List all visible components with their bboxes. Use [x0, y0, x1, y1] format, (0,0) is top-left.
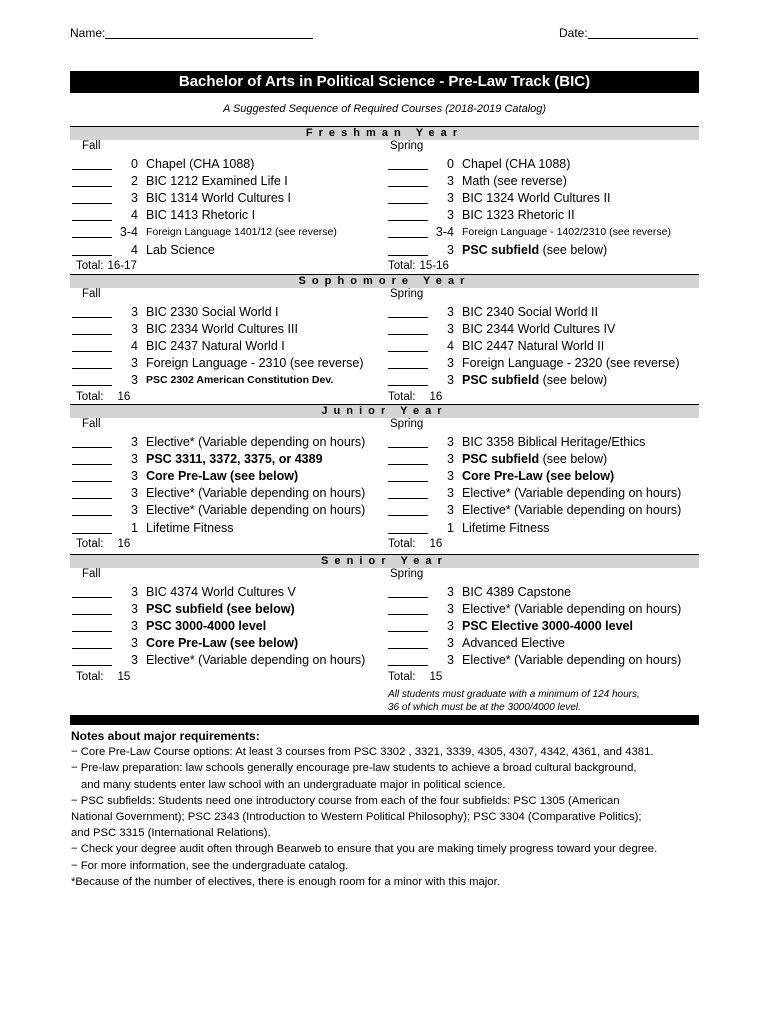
fall-course-row — [72, 173, 382, 190]
completion-blank[interactable] — [388, 355, 428, 369]
year-header-2: Junior Year — [70, 404, 699, 418]
completion-blank[interactable] — [72, 156, 112, 170]
note-core-prelaw: − Core Pre-Law Course options: At least 3 courses from PSC 3302 , 3321, 3339, 4305, 4307, 4342, 4361, and 4381. — [71, 746, 654, 759]
completion-blank[interactable] — [388, 451, 428, 465]
course-name — [462, 502, 681, 519]
completion-blank[interactable] — [72, 502, 112, 516]
completion-blank[interactable] — [388, 635, 428, 649]
completion-blank[interactable] — [72, 601, 112, 615]
spring-course-row — [388, 190, 698, 207]
course-name — [146, 485, 365, 502]
completion-blank[interactable] — [388, 468, 428, 482]
spring-label: Spring — [390, 418, 424, 430]
course-name-bold: PSC subfield — [462, 452, 540, 467]
credit-hours: 3 — [447, 242, 454, 257]
note-prelaw-prep-cont: and many students enter law school with an undergraduate major in political science. — [81, 778, 506, 791]
total-hours: 15-16 — [419, 260, 449, 273]
course-name-text: Math (see reverse) — [462, 174, 567, 189]
course-name — [462, 224, 671, 241]
course-name — [146, 321, 298, 338]
total-label: Total: — [76, 260, 104, 273]
spring-course-row — [388, 468, 698, 485]
completion-blank[interactable] — [72, 173, 112, 187]
course-name — [462, 207, 575, 224]
date-field[interactable] — [559, 26, 698, 40]
credit-hours: 3 — [131, 636, 138, 651]
course-name — [146, 618, 266, 635]
course-name-text: BIC 1324 World Cultures II — [462, 191, 611, 206]
note-subfields: − PSC subfields: Students need one introductory course from each of the four subfields: PSC 1305 (American — [71, 794, 620, 807]
completion-blank[interactable] — [72, 468, 112, 482]
course-name — [462, 190, 610, 207]
course-name-text: BIC 2334 World Cultures III — [146, 322, 298, 337]
credit-hours: 2 — [131, 174, 138, 189]
course-name-text: BIC 1323 Rhetoric II — [462, 208, 575, 223]
course-name-text: BIC 2437 Natural World I — [146, 339, 285, 354]
completion-blank[interactable] — [388, 434, 428, 448]
credit-hours: 3 — [131, 356, 138, 371]
course-name-text: Elective* (Variable depending on hours) — [462, 503, 682, 518]
credit-hours: 3 — [447, 469, 454, 484]
completion-blank[interactable] — [388, 485, 428, 499]
completion-blank[interactable] — [72, 224, 112, 238]
completion-blank[interactable] — [72, 207, 112, 221]
completion-blank[interactable] — [388, 242, 428, 256]
course-name — [146, 156, 254, 173]
total-hours: 16 — [117, 538, 131, 551]
course-name-text: BIC 1413 Rhetoric I — [146, 208, 256, 223]
course-name — [462, 372, 607, 389]
total-label: Total: — [76, 391, 104, 403]
credit-hours: 3-4 — [119, 225, 138, 240]
course-name — [462, 618, 633, 635]
credit-hours: 4 — [131, 242, 138, 257]
course-name-bold: Core Pre-Law (see below) — [146, 469, 299, 484]
course-name-text: BIC 2344 World Cultures IV — [462, 322, 616, 337]
credit-hours: 3 — [447, 305, 454, 319]
course-name-text: Foreign Language 1401/12 (see reverse) — [146, 226, 337, 239]
course-name-text: Elective* (Variable depending on hours) — [462, 486, 682, 501]
spring-course-row — [388, 173, 698, 190]
credit-hours: 3 — [447, 191, 454, 206]
spring-total — [388, 670, 442, 684]
completion-blank[interactable] — [388, 190, 428, 204]
course-name — [462, 304, 598, 321]
credit-hours: 3 — [447, 356, 454, 371]
completion-blank[interactable] — [72, 355, 112, 369]
spring-course-row — [388, 338, 698, 355]
spring-course-row — [388, 520, 698, 537]
completion-blank[interactable] — [388, 502, 428, 516]
completion-blank[interactable] — [72, 618, 112, 632]
date-label: Date: — [559, 26, 588, 40]
fall-course-row — [72, 652, 382, 669]
course-name-text: (see below) — [539, 242, 608, 257]
total-label: Total: — [388, 538, 416, 551]
course-name-bold: PSC Elective 3000-4000 level — [462, 619, 633, 634]
course-name — [146, 468, 298, 485]
course-name-text: (see below) — [539, 373, 608, 388]
course-name-bold: PSC 3311, 3372, 3375, or 4389 — [146, 452, 323, 467]
credit-hours: 3 — [131, 452, 138, 467]
fall-course-row — [72, 321, 382, 338]
spring-course-row — [388, 652, 698, 669]
course-name — [462, 451, 607, 468]
course-name — [146, 502, 365, 519]
completion-blank[interactable] — [72, 635, 112, 649]
credit-hours: 3 — [447, 585, 454, 599]
credit-hours: 3 — [131, 602, 138, 617]
fall-label: Fall — [82, 418, 101, 430]
credit-hours: 3 — [131, 469, 138, 484]
note-subfields-cont1: National Government); PSC 2343 (Introduction to Western Political Philosophy); PSC 3304 (Comparative Politics); — [71, 811, 642, 824]
spring-course-row — [388, 224, 698, 241]
note-more-info: − For more information, see the undergraduate catalog. — [71, 859, 349, 872]
course-name — [146, 224, 337, 241]
spring-course-row — [388, 207, 698, 224]
credit-hours: 3 — [131, 585, 138, 599]
completion-blank[interactable] — [388, 173, 428, 187]
spring-label: Spring — [390, 140, 424, 152]
course-name-text: BIC 2447 Natural World II — [462, 339, 605, 354]
course-name-text: Lifetime Fitness — [462, 520, 550, 535]
note-degree-audit: − Check your degree audit often through Bearweb to ensure that you are making timely progress toward your degree. — [71, 843, 658, 856]
spring-course-row — [388, 372, 698, 389]
completion-blank[interactable] — [72, 434, 112, 448]
credit-hours: 0 — [447, 157, 454, 171]
course-name-text: BIC 1212 Examined Life I — [146, 174, 288, 189]
note-subfields-cont2: and PSC 3315 (International Relations). — [71, 827, 271, 840]
course-name-text: BIC 1314 World Cultures I — [146, 191, 291, 206]
completion-blank[interactable] — [72, 584, 112, 598]
course-name — [462, 355, 680, 372]
credit-hours: 3-4 — [435, 225, 454, 240]
fall-course-row — [72, 520, 382, 537]
spring-label: Spring — [390, 568, 424, 580]
fall-course-row — [72, 451, 382, 468]
spring-course-row — [388, 321, 698, 338]
fall-label: Fall — [82, 288, 101, 300]
course-name — [462, 601, 681, 618]
total-label: Total: — [388, 671, 416, 683]
spring-course-row — [388, 355, 698, 372]
course-name-text: Foreign Language - 1402/2310 (see reverse) — [462, 226, 671, 239]
credit-hours: 3 — [447, 602, 454, 617]
fall-course-row — [72, 485, 382, 502]
course-name-text: BIC 2330 Social World I — [146, 305, 279, 319]
fall-total — [76, 259, 137, 273]
course-name — [462, 485, 681, 502]
course-name-text: BIC 4389 Capstone — [462, 585, 572, 599]
total-hours: 16 — [429, 391, 443, 403]
credit-hours: 3 — [131, 322, 138, 337]
fall-course-row — [72, 372, 382, 389]
credit-hours: 3 — [131, 305, 138, 319]
credit-hours: 3 — [447, 435, 454, 449]
course-name — [146, 584, 296, 601]
completion-blank[interactable] — [388, 207, 428, 221]
course-name-bold: PSC 2302 American Constitution Dev. — [146, 374, 334, 387]
course-name-text: Elective* (Variable depending on hours) — [462, 602, 682, 617]
completion-blank[interactable] — [72, 321, 112, 335]
fall-course-row — [72, 190, 382, 207]
credit-hours: 3 — [447, 619, 454, 634]
completion-blank[interactable] — [72, 520, 112, 534]
course-name — [146, 190, 291, 207]
completion-blank[interactable] — [388, 338, 428, 352]
credit-hours: 3 — [447, 653, 454, 668]
name-field[interactable] — [70, 26, 313, 40]
completion-blank[interactable] — [388, 304, 428, 318]
total-hours: 16 — [117, 391, 131, 403]
credit-hours: 3 — [447, 373, 454, 388]
completion-blank[interactable] — [388, 618, 428, 632]
fall-total — [76, 390, 130, 404]
course-name — [462, 156, 570, 173]
course-name-bold: PSC subfield (see below) — [146, 602, 295, 617]
spring-course-row — [388, 618, 698, 635]
completion-blank[interactable] — [72, 485, 112, 499]
total-hours: 16 — [429, 538, 443, 551]
course-name-text: BIC 2340 Social World II — [462, 305, 598, 319]
course-name-text: Elective* (Variable depending on hours) — [146, 503, 366, 518]
spring-total — [388, 390, 442, 404]
course-name-text: BIC 3358 Biblical Heritage/Ethics — [462, 435, 646, 449]
total-label: Total: — [388, 260, 416, 273]
completion-blank[interactable] — [388, 224, 428, 238]
fall-course-row — [72, 338, 382, 355]
total-hours: 16-17 — [107, 260, 137, 273]
course-name-text: (see below) — [539, 452, 608, 467]
credit-hours: 3 — [447, 174, 454, 189]
completion-blank[interactable] — [388, 321, 428, 335]
fall-course-row — [72, 242, 382, 259]
fall-course-row — [72, 618, 382, 635]
course-name-text: Lifetime Fitness — [146, 520, 234, 535]
spring-course-row — [388, 451, 698, 468]
credit-hours: 3 — [131, 191, 138, 206]
total-label: Total: — [388, 391, 416, 403]
spring-total — [388, 259, 449, 273]
credit-hours: 3 — [447, 486, 454, 501]
fall-label: Fall — [82, 140, 101, 152]
credit-hours: 3 — [131, 373, 138, 388]
fall-label: Fall — [82, 568, 101, 580]
credit-hours: 3 — [131, 486, 138, 501]
year-header-3: Senior Year — [70, 554, 699, 568]
completion-blank[interactable] — [388, 652, 428, 666]
course-name-text: BIC 4374 World Cultures V — [146, 585, 296, 599]
total-label: Total: — [76, 671, 104, 683]
fall-course-row — [72, 156, 382, 173]
course-name — [462, 652, 681, 669]
credit-hours: 3 — [447, 452, 454, 467]
completion-blank[interactable] — [72, 372, 112, 386]
course-name — [462, 584, 571, 601]
credit-hours: 3 — [131, 653, 138, 668]
total-label: Total: — [76, 538, 104, 551]
course-name — [146, 451, 323, 468]
course-name — [462, 321, 615, 338]
course-name-bold: PSC 3000-4000 level — [146, 619, 267, 634]
year-header-0: Freshman Year — [70, 126, 699, 140]
graduation-note — [388, 688, 640, 714]
course-name — [462, 173, 567, 190]
notes-heading: Notes about major requirements: — [71, 729, 260, 743]
total-hours: 15 — [117, 671, 131, 683]
course-name-text: Elective* (Variable depending on hours) — [462, 653, 682, 668]
course-name — [146, 207, 255, 224]
credit-hours: 0 — [131, 157, 138, 171]
fall-total — [76, 537, 130, 551]
course-name-text: Chapel (CHA 1088) — [146, 157, 255, 171]
course-name-bold: Core Pre-Law (see below) — [462, 469, 615, 484]
course-name-text: Foreign Language - 2320 (see reverse) — [462, 356, 680, 371]
spring-course-row — [388, 635, 698, 652]
completion-blank[interactable] — [388, 156, 428, 170]
course-name — [146, 304, 278, 321]
fall-course-row — [72, 434, 382, 451]
course-name — [146, 338, 285, 355]
note-electives-minor: *Because of the number of electives, there is enough room for a minor with this major. — [71, 875, 500, 888]
course-name — [146, 520, 234, 537]
course-name-text: Advanced Elective — [462, 636, 565, 651]
course-name — [462, 242, 607, 259]
name-label: Name: — [70, 26, 106, 40]
completion-blank[interactable] — [72, 304, 112, 318]
spring-total — [388, 537, 442, 551]
course-name-text: Elective* (Variable depending on hours) — [146, 435, 366, 449]
total-hours: 15 — [429, 671, 443, 683]
completion-blank[interactable] — [388, 584, 428, 598]
credit-hours: 3 — [131, 503, 138, 518]
spring-course-row — [388, 601, 698, 618]
credit-hours: 3 — [447, 208, 454, 223]
completion-blank[interactable] — [388, 372, 428, 386]
fall-course-row — [72, 304, 382, 321]
course-name — [462, 434, 645, 451]
course-name — [146, 434, 365, 451]
graduation-note-line2: 36 of which must be at the 3000/4000 level. — [388, 702, 581, 713]
fall-course-row — [72, 584, 382, 601]
fall-course-row — [72, 224, 382, 241]
note-prelaw-prep: − Pre-law preparation: law schools generally encourage pre-law students to achieve a broad cultural background, — [71, 762, 637, 775]
spring-course-row — [388, 156, 698, 173]
course-name-text: Elective* (Variable depending on hours) — [146, 486, 366, 501]
year-header-1: Sophomore Year — [70, 274, 699, 288]
name-blank[interactable] — [105, 38, 313, 39]
course-name — [462, 635, 565, 652]
completion-blank[interactable] — [72, 451, 112, 465]
spring-course-row — [388, 485, 698, 502]
course-name — [146, 635, 298, 652]
credit-hours: 1 — [447, 520, 454, 535]
completion-blank[interactable] — [72, 190, 112, 204]
spring-course-row — [388, 434, 698, 451]
completion-blank[interactable] — [388, 520, 428, 534]
course-name — [146, 652, 365, 669]
fall-total — [76, 670, 130, 684]
course-name — [146, 601, 295, 618]
page-title: Bachelor of Arts in Political Science - Pre-Law Track (BIC) — [70, 71, 699, 93]
course-name — [146, 173, 288, 190]
date-blank[interactable] — [588, 38, 698, 39]
course-name — [146, 372, 333, 389]
completion-blank[interactable] — [388, 601, 428, 615]
course-name — [146, 242, 215, 259]
notes-divider — [70, 715, 699, 725]
fall-course-row — [72, 502, 382, 519]
course-name — [462, 468, 614, 485]
credit-hours: 3 — [131, 435, 138, 449]
credit-hours: 4 — [131, 339, 138, 354]
course-name — [146, 355, 364, 372]
spring-course-row — [388, 242, 698, 259]
credit-hours: 4 — [447, 339, 454, 354]
fall-course-row — [72, 207, 382, 224]
course-name-text: Lab Science — [146, 242, 215, 257]
course-name-bold: Core Pre-Law (see below) — [146, 636, 299, 651]
fall-course-row — [72, 601, 382, 618]
course-name-text: Elective* (Variable depending on hours) — [146, 653, 366, 668]
course-name-bold: PSC subfield — [462, 373, 540, 388]
completion-blank[interactable] — [72, 652, 112, 666]
credit-hours: 3 — [447, 636, 454, 651]
spring-course-row — [388, 584, 698, 601]
spring-course-row — [388, 502, 698, 519]
course-name-text: Chapel (CHA 1088) — [462, 157, 571, 171]
credit-hours: 3 — [131, 619, 138, 634]
completion-blank[interactable] — [72, 338, 112, 352]
credit-hours: 4 — [131, 208, 138, 223]
fall-course-row — [72, 635, 382, 652]
credit-hours: 1 — [131, 520, 138, 535]
course-name — [462, 338, 604, 355]
graduation-note-line1: All students must graduate with a minimum of 124 hours, — [388, 689, 640, 700]
credit-hours: 3 — [447, 503, 454, 518]
course-name-bold: PSC subfield — [462, 242, 540, 257]
course-name — [462, 520, 550, 537]
completion-blank[interactable] — [72, 242, 112, 256]
spring-label: Spring — [390, 288, 424, 300]
fall-course-row — [72, 468, 382, 485]
spring-course-row — [388, 304, 698, 321]
fall-course-row — [72, 355, 382, 372]
page-subtitle: A Suggested Sequence of Required Courses (2018-2019 Catalog) — [222, 103, 547, 115]
notes-section — [71, 728, 699, 890]
course-name-text: Foreign Language - 2310 (see reverse) — [146, 356, 364, 371]
credit-hours: 3 — [447, 322, 454, 337]
